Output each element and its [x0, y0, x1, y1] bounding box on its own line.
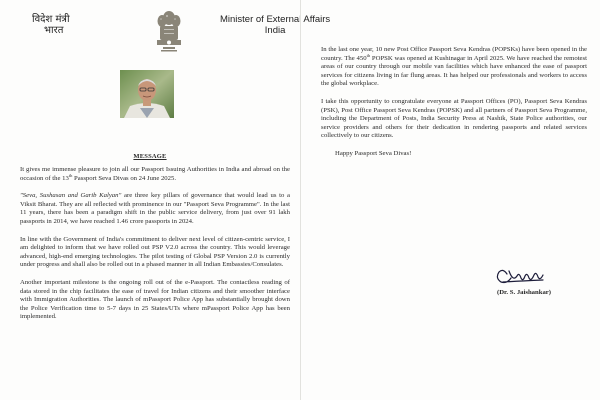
paragraph-e-passport: Another important milestone is the ongoing roll out of the e-Passport. The contactless reading of data stored in the chip facilitates the ease of travel for Indian citizens and their smoother interface with Immigration Authorities. The launch of mPassport Police App has substantially brought down the Police Verification time to 5-7 days in 25 States/UTs where mPassport Police App has been implemented. [20, 278, 290, 321]
hindi-title [32, 14, 70, 36]
right-page [300, 0, 600, 400]
pillars-text: are three key pillars of governance that would lead us to a Viksit Bharat. They are all reflected with prominence in our "Passport Seva Programme". In the last 11 years, there has been a paradigm shift in the public service delivery, from just over 91 lakh passports in 2014, we have reached 1.46 crore passports in 2024. [20, 192, 290, 225]
message-heading: MESSAGE [133, 153, 167, 160]
paragraph-psp-v2: In line with the Government of India's commitment to deliver next level of citizen-centric service, I am delighted to inform that we have rolled out PSP V2.0 across the country. This would leverage advanced, high-end emerging technologies. The pilot testing of Global PSP Version 2.0 is currently under progress and shall also be rolled out in a phased manner in all Indian Embassies/Consulates. [20, 235, 290, 269]
intro-ordinal: th [68, 172, 73, 178]
national-emblem-icon [154, 9, 184, 55]
pillars-quote: "Seva, Sushasan and Garib Kalyan" [20, 192, 122, 200]
popsk-ordinal: th [366, 52, 371, 58]
minister-portrait [120, 70, 174, 118]
intro-text-b: Passport Seva Divas on 24 June 2025. [72, 174, 177, 182]
closing-line: Happy Passport Seva Divas! [335, 149, 412, 157]
paragraph-congratulations: I take this opportunity to congratulate everyone at Passport Offices (PO), Passport Seva Kendras (PSK), Post Office Passport Seva Kendras (POPSK) and all partners of Passport Seva Programme, including the Department of Posts, India Security Press at Nashik, State Police authorities, our service providers and others for their dedication in rendering passports and related services collectively to our citizens. [321, 97, 587, 140]
hindi-line-1: विदेश मंत्री [32, 14, 70, 25]
ministry-line-1: Minister of External Affairs [220, 14, 331, 25]
popsk-text-b: POPSK was opened at Kushinagar in April 2025. We have reached the remotest areas of our country through our mobile van facilities which have enhanced the ease of passport services for citizens living in far flung areas. It has helped our professionals and workers to access the global workplace. [321, 54, 587, 88]
intro-text-a: It gives me immense pleasure to join all our Passport Issuing Authorities in India and abroad on the occasion of the 13 [20, 166, 290, 182]
ministry-line-2: India [264, 25, 286, 36]
left-body-text [20, 166, 290, 331]
right-body-text [321, 46, 587, 168]
letterhead [20, 0, 331, 60]
signatory-name: (Dr. S. Jaishankar) [497, 289, 552, 296]
signature-icon [491, 262, 581, 292]
paragraph-popsk [321, 46, 587, 89]
paragraph-pillars [20, 192, 290, 226]
paragraph-intro [20, 166, 290, 183]
popsk-text-a: In the last one year, 10 new Post Office Passport Seva Kendras (POPSKs) have been opened in the country. The 450 [321, 46, 587, 62]
hindi-line-2: भारत [44, 25, 64, 36]
